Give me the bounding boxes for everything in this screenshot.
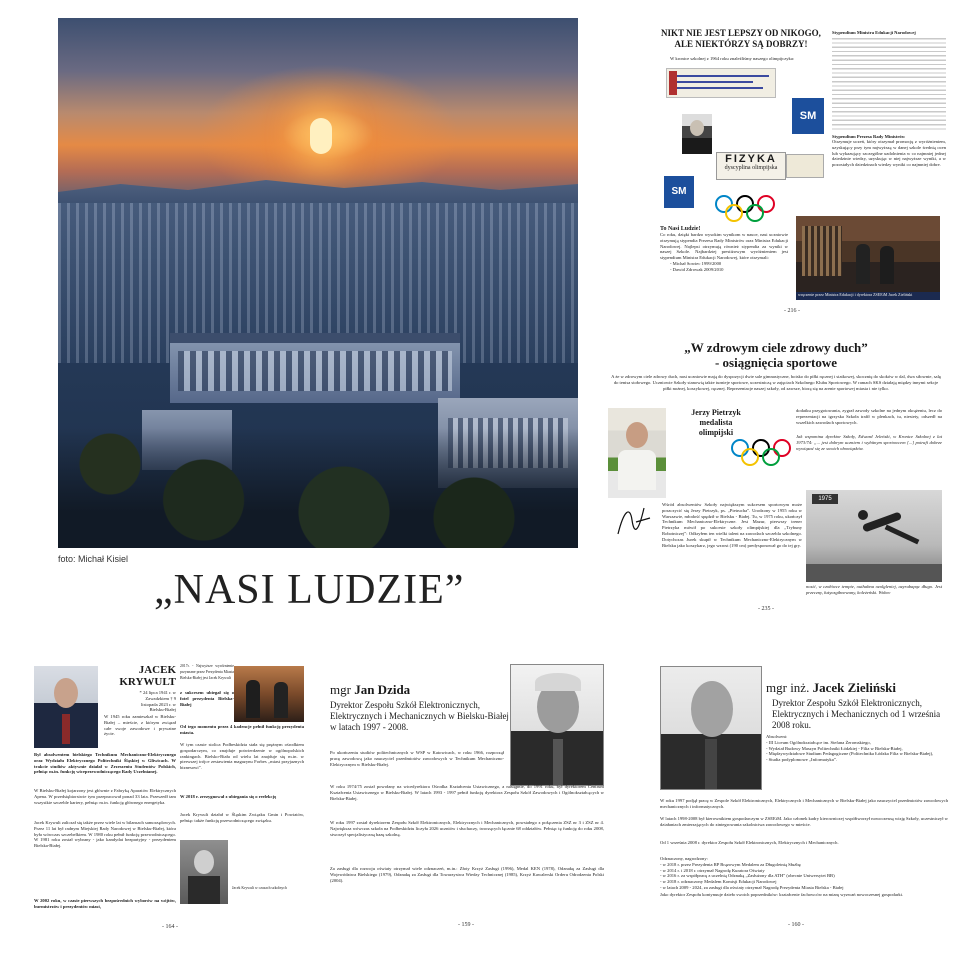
zielinski-p2: W latach 1998-2008 był kierownikiem gospodarczym w ZSEEiM. Jako członek kadry kierowniczej współtworzył nowoczesną wizję Szkoły, uczestniczył w działaniach zmierzających do zintegrowania szkolnictwa zawodowego w mieście. [660,816,948,827]
stypendium-sidebar: Stypendium Ministra Edukacji Narodowej Stypendium Prezesa Rady Ministrów Otrzymuje uczeń, który otrzymał promocję z wyróżnieniem, uzyskujący przy tym najwyższą w danej szkole średnią ocen lub wykazujący szczególne uzdolnienia w co najmniej jednej dziedzinie wiedzy, uzyskując w niej najwyższe wyniki, a w pozostałych dziedzinach wiedzy wyniki co najmniej dobre. [832,30,946,168]
krywult-col2-bold2: Od tego momentu przez 4 kadencje pełnił funkcję prezydenta miasta. [180,724,304,735]
dzida-portrait [510,664,604,786]
ceremony-caption: wręczenie przez Ministra Edukacji i dyrektora ZSEEiM Jacek Zieliński [798,292,913,297]
page-number-160: - 160 - [788,922,804,928]
foreground-trees [58,428,578,548]
krywult-bio-3: W Bielsku-Białej kojarzony jest głównie z Fabryką Aparatów Elektrycznych Apena. W przedsiębiorstwie tym przepracował ponad 33 lata. Przeszedł tam wszystkie szczeble kariery, pełniąc m.in. funkcję głównego energetyka. [34,788,176,805]
page-216-intro: W kronice szkolnej z 1964 roku znaleźliśmy naszego olimpijczyka: [670,56,795,61]
dzida-p2: W roku 1974/75 został powołany na wicedyrektora Ośrodka Kształcenia Ustawicznego, a następnie, do 1991 roku, był dyrektorem Centrum Kształcenia Ustawicznego w Bielsku-Białej. W latach 1993 - 1997 pełnił funkcję dyrektora Zespołu Szkół Zawodowych i Ogólnokształcących w Bielsku-Białej. [330,784,604,801]
headline-nasi-ludzie: „NASI LUDZIE” [154,567,465,613]
zielinski-portrait [660,666,762,790]
photo-credit: foto: Michał Kisiel [58,554,129,564]
dzida-role: Dyrektor Zespołu Szkół Elektronicznych, Elektrycznych i Mechanicznych w Bielsku-Białej w latach 1997 - 2008. [330,700,509,732]
zielinski-awards: Odznaczony, nagrodzony: - w 2018 r. przez Prezydenta RP Brązowym Medalem za Długoletnią Służbę - w 2014 r. i 2018 r. otrzymał Nagrodę Kuratora Oświaty - w 2016 r. za współpracę z uczelnią Odznaką „Zasłużony dla ATH” (obecnie Uniwersytet BB) - w 2018 r. odznaczony Medalem Komisji Edukacji Narodowej - w latach 2009 - 2024, za zasługi dla oświaty otrzymał Nagrodę Prezydenta Miasta Bielska - Białej Jako dyrektor Zespołu kontynuuje dzieło swoich poprzedników: kształcenie fachowców na miarę wyzwań nowoczesnej gospodarki. [660,856,904,897]
krywult-col2-text: W tym czasie stolica Podbeskidzia stała się prężnym ośrodkiem gospodarczym, co znajduje potwierdzenie w ogólnopolskich rankingach. Bielsko-Biała od wielu lat znajduje się m.in. w pierwszej trójce zestawienia magazynu Forbes „miast przyjaznych biznesowi”. [180,742,304,771]
sport-intro: A że w zdrowym ciele zdrowy duch, nasi uczniowie mają do dyspozycji dwie sale gimnastyczne, boisko do piłki ręcznej i siatkowej, skocznię do skoków w dal, dwa siłownie, salę do tenisa stołowego. Uczniowie Szkoły stanowią także turnieje sportowe, uczestniczą w zajęciach Szkolnego Klubu Sportowego. W ramach SKS działają między innymi sekcje piłki nożnej, koszykowej, ręcznej. Reprezentacje naszej szkoły, od zawsze, biorą się na arenie sportowej miasta i nie tylko. [611,374,941,391]
dzida-p3: W roku 1997 został dyrektorem Zespołu Szkół Elektronicznych, Elektrycznych i Mechanicznych, powstałego z połączenia ZSZ nr 3 i ZSZ nr 4. Największa wówczas szkoła na Podbeskidziu liczyła 2026 uczniów i słuchaczy, tworzących łącznie 68 oddziałów. Pełniąc tę funkcję do roku 2008, stworzył specjalistyczną bazę szkolną. [330,820,604,837]
krywult-bio-1: W 1945 roku zamieszkał w Bielsku-Białej – mieście, z którym związał całe swoje zawodowe i prywatne życie. [104,714,176,737]
page-235 [604,338,948,618]
fizyka-sign: FIZYKA dyscyplina olimpijska [716,152,786,180]
zielinski-name: mgr inż. Jacek Zieliński [766,680,897,695]
krywult-name: JACEK KRYWULT [119,664,176,688]
zielinski-education: Absolwent: - III Liceum Ogólnokształcące im. Stefana Żeromskiego, - Wydział Budowy Maszyn Politechniki Łódzkiej - Filia w Bielsku-Białej, - Międzywydziałowe Studium Pedagogiczne (Politechnika Łódzka Filia w Bielsku-Białej), - Studia podyplomowe „Informatyka”. [766,734,934,763]
sport-col-left: Wśród absolwentów Szkoły największym sukcesem sportowym może poszczycić się Jerzy Pietrzyk, ps. „Pietrucha”. Urodzony w 1955 roku w Warszawie, młodość spędził w Bielsku - Białej. Tu, w 1975 roku, ukończył Technikum Mechaniczno-Elektryczne. Jest Mazur, pierwszy trener Pietrzyka mówił po sukcesie szkoły olimpijskiej dla „Trybuny Robotniczej”: Odkryłem ten wielki talent na zawodach szczebla szkolnego. Dotychczas Jurek skupił w Technikum Mechaniczno-Elektrycznym w Bielsku jako koszykarz, jego wzrost (190 cm) predysponował go do tej gry. [662,502,802,548]
certificate-scan [786,154,824,178]
krywult-col2-bold1: z sukcesem ubiegał się o fotel prezydenta Bielska-Białej [180,690,234,707]
page-159 [320,660,620,936]
sidebar-filler-1 [832,35,946,131]
school-years-caption: Jacek Krywult w czasach szkolnych [232,886,287,890]
athlete-portrait [608,408,666,498]
zielinski-p1: W roku 1997 podjął pracę w Zespole Szkół Elektronicznych, Elektrycznych i Mechanicznych w Bielsku-Białej jako nauczyciel przedmiotów zawodowych mechanicznych i informatycznych. [660,798,948,809]
sport-bottom-text: nosić, w czołówce tempie, outhabna ozolgleniej, azyrubapąc długo. Jest przeczny, łużyczgibnewany, koleżeński. Wobec [806,584,942,595]
krywult-bio-5: W 2002 roku, w czasie pierwszych bezpośrednich wyborów na wójtów, burmistrzów i prezydentów miast, [34,898,176,909]
krywult-col2-text2: Jacek Krywult działał w Śląskim Związku Gmin i Powiatów, pełniąc także funkcję przewodniczącego związku. [180,812,304,823]
krywult-bio-2: Był absolwentem bielskiego Technikum Mechaniczno-Elektrycznego oraz Wydziału Elektrycznego Politechniki Śląskiej w Gliwicach. W trakcie studiów aktywnie działał w Zrzeszeniu Studentów Polskich, pełniąc m.in. funkcję wiceprzewodniczącego Rady Uczelnianej. [34,752,176,775]
ceremony-photo [796,216,940,300]
krywult-dates: * 24 lipca 1941 r. w Zawadzkiem † 9 listopada 2023 r. w Bielsku-Białej [139,690,176,713]
sport-col-right-top: dodatku przygotowania, zygrał zawody szkolne na jednym okrążeniu, lecz do reprezentacji na igrzyska Szkoła trafił w plenkach, tu, niestety, odszedł na wszelkich zawodach sportowych. [796,408,942,425]
dzida-p1: Po ukończeniu studiów politechnicznych w WSP w Katowicach, w roku 1966, rozpoczął pracę zawodową jako nauczyciel przedmiotów zawodowych w Technikum Mechaniczno-Elektrycznym w Bielsku-Białej. [330,750,504,767]
award-caption: 2017r. - Najwyższe wyróżnienie przyznane przez Prezydenta Miasta Bielska-Białej jest Jacek Krywult [180,664,234,680]
krywult-portrait [34,666,98,748]
hills-shape [58,168,578,208]
school-years-photo [180,840,228,904]
athlete-signature [614,500,654,540]
sun-shape [310,118,332,154]
panorama-page [44,8,592,638]
page-160 [654,660,950,936]
olympic-rings-icon [730,438,792,468]
page-number-216: - 216 - [784,308,800,314]
city-panorama-photo [58,18,578,548]
sm-badge-top: SM [792,98,824,134]
sport-quote: Jak wspomina dyrektor Szkoły, Edward Jeleński, w Kronice Szkolnej z lat 1973/74: „... jest dobrym uczniem i wybitnym sportowcem [...] potrafi dobrze wywiązać się ze swoich obowiązków. [796,434,942,451]
dzida-p4: Za zasługi dla rozwoju oświaty otrzymał wiele odznaczeń, m.in.: Złoty Krzyż Zasługi (1996), Medal KEN (1978), Odznakę za Zasługi dla Województwa Bielskiego (1979), Odznakę za Zasługi dla Towarzystwa Wiedzy Technicznej (1985), Krzyż Kawalerski Orderu Odrodzenia Polski (2004). [330,866,604,883]
zielinski-role: Dyrektor Zespołu Szkół Elektronicznych, Elektrycznych i Mechanicznych od 1 września 2008 roku. [772,698,941,730]
nasi-ludzie-block: To Nasi Ludzie! Co roku, dzięki bardzo wysokim wynikom w nauce, nasi uczniowie otrzymują stypendia Prezesa Rady Ministrów oraz Ministra Edukacji Narodowej. Najlepsi otrzymują również stypendia za wyniki w naszej Szkole. Najbardziej prestiżowym wyróżnieniem jest stypendium Ministra Edukacji Narodowej, które otrzymali: - Michał Sowiec 1999/2000 - Dawid Zdrowak 2009/2010 [660,226,788,272]
foreground-building [170,333,460,403]
athlete-title: Jerzy Pietrzyk medalista olimpijski [691,408,741,437]
chronicle-scan [666,68,776,98]
dzida-name: mgr Jan Dzida [330,682,411,697]
page-216 [656,20,946,320]
sm-badge-left: SM [664,176,694,208]
page-number-164: - 164 - [162,924,178,930]
sport-title: „W zdrowym ciele zdrowy duch” - osiągnięcia sportowe [684,340,868,370]
page-164 [34,660,306,936]
page-number-159: - 159 - [458,922,474,928]
page-216-title: NIKT NIE JEST LEPSZY OD NIKOGO, ALE NIEKTÓRZY SĄ DOBRZY! [661,28,821,49]
long-jump-photo: 1975 [806,490,942,582]
award-photo [234,666,304,722]
page-number-235: - 235 - [758,606,774,612]
krywult-bio-4: Jacek Krywult zaliczał się także przez wiele lat w bilansach samorządowych. Przez 11 lat był radnym Miejskiej Rady Narodowej w Bielsku-Białej, która była wówczas szczebelkiem. W 1980 roku pełnił funkcję przewodniczącego. W 1981 roku został wybrany - jako kandydat bezpartyjny - prezydentem Bielska-Białej. [34,820,176,849]
zielinski-p3: Od 1 września 2008 r. dyrektor Zespołu Szkół Elektronicznych, Elektrycznych i Mechanicznych. [660,840,839,845]
olympic-rings-icon [714,194,776,224]
krywult-col2-bold3: W 2018 r. zrezygnował z ubiegania się o reelekcję [180,794,277,799]
student-portrait [682,114,712,154]
